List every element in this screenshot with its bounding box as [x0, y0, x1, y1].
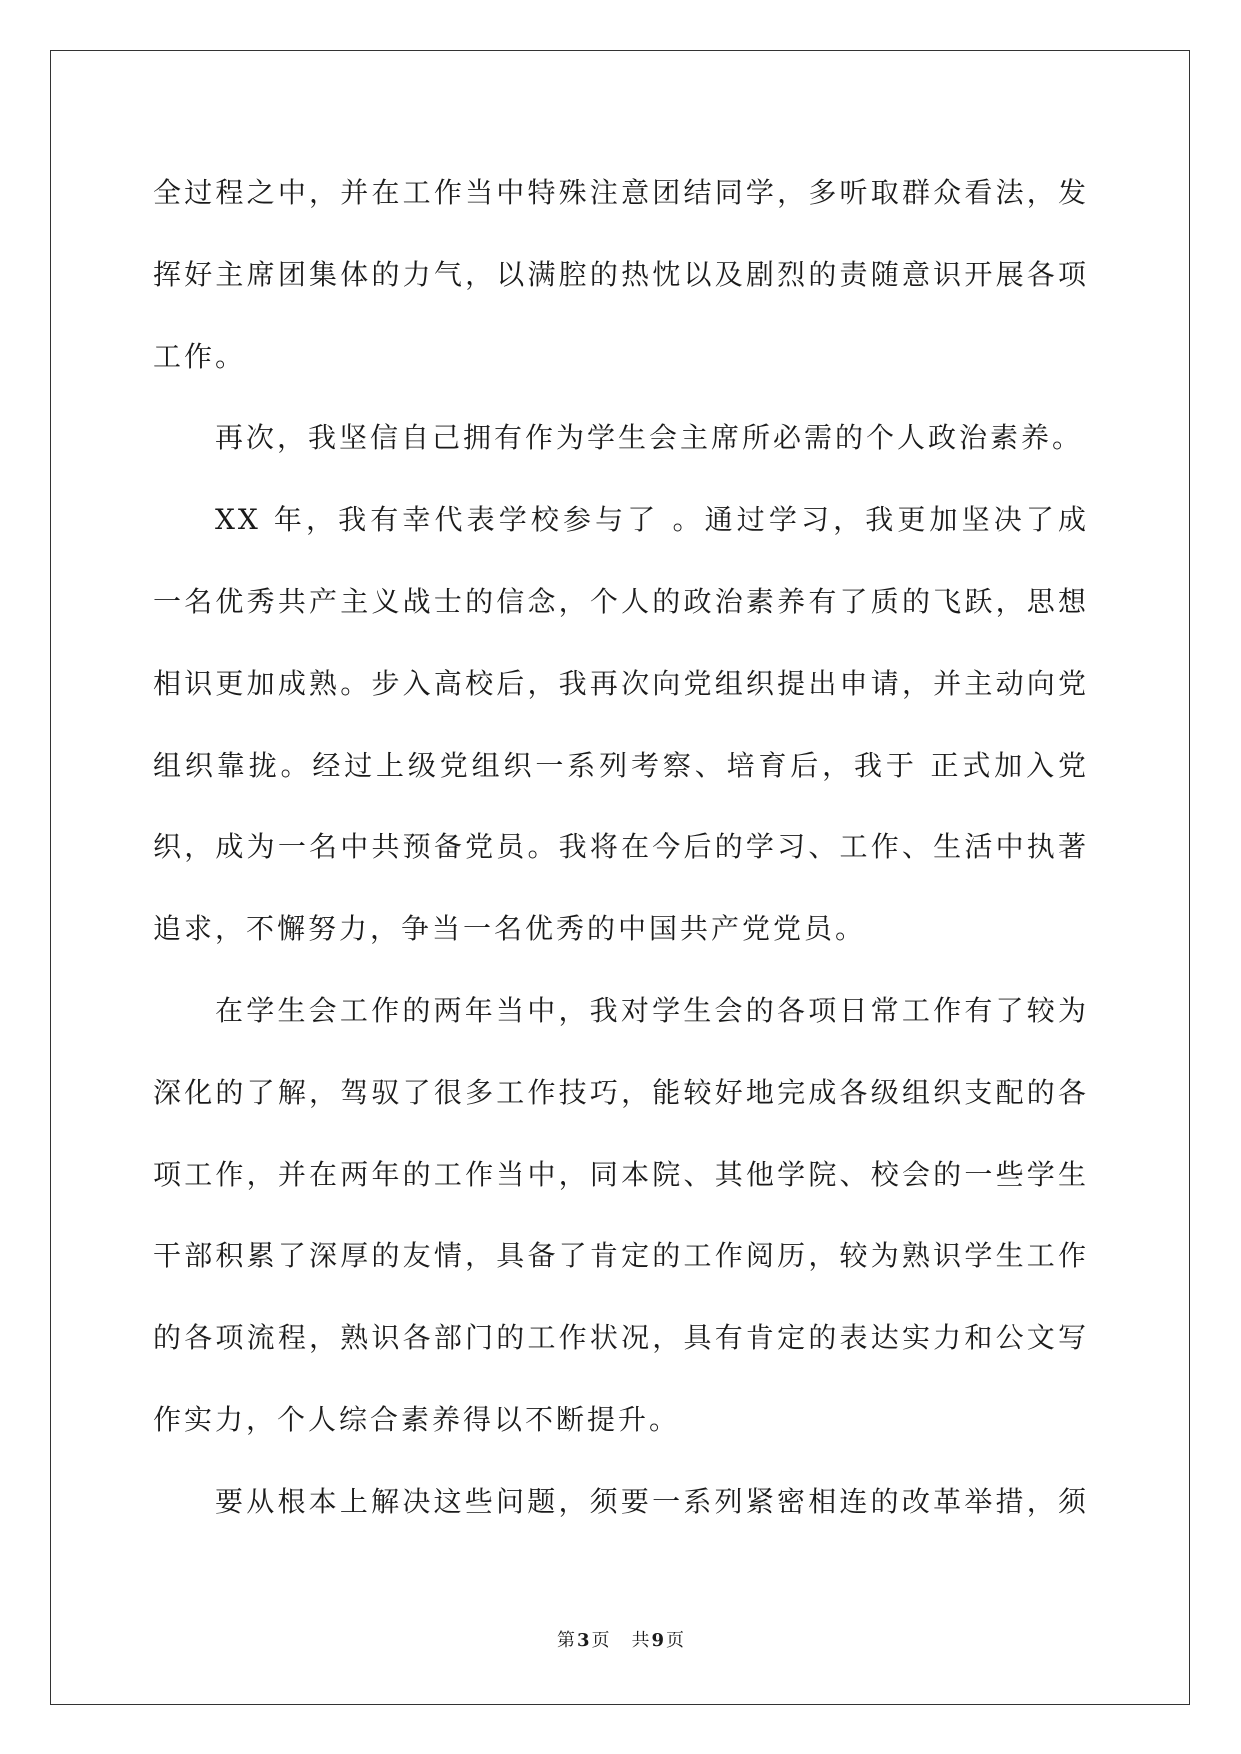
text-line: 项工作，并在两年的工作当中，同本院、其他学院、校会的一些学生: [153, 1157, 1089, 1191]
total-pages-suffix: 页: [666, 1630, 685, 1651]
paragraph: [153, 479, 1089, 970]
text-line: 追求，不懈努力，争当一名优秀的中国共产党党员。: [153, 912, 867, 946]
document-body: [153, 152, 1089, 1543]
text-line: 作实力，个人综合素养得以不断提升。: [153, 1402, 681, 1436]
text-line: 深化的了解，驾驭了很多工作技巧，能较好地完成各级组织支配的各: [153, 1075, 1089, 1109]
paragraph: [153, 152, 1089, 397]
paragraph: [153, 397, 1089, 479]
text-line: 干部积累了深厚的友情，具备了肯定的工作阅历，较为熟识学生工作: [153, 1239, 1089, 1273]
text-line: XX 年，我有幸代表学校参与了 。通过学习，我更加坚决了成: [215, 503, 1089, 537]
total-pages-number: 9: [651, 1630, 665, 1651]
text-line: 在学生会工作的两年当中，我对学生会的各项日常工作有了较为: [215, 993, 1089, 1027]
total-pages-label: [632, 1630, 685, 1651]
current-page-prefix: 第: [556, 1630, 575, 1651]
text-line: 全过程之中，并在工作当中特殊注意团结同学，多听取群众看法，发: [153, 176, 1089, 209]
paragraph: [153, 970, 1089, 1461]
text-line: 的各项流程，熟识各部门的工作状况，具有肯定的表达实力和公文写: [153, 1321, 1089, 1355]
text-line: 相识更加成熟。步入高校后，我再次向党组织提出申请，并主动向党: [153, 666, 1089, 700]
current-page-number: 3: [576, 1630, 590, 1651]
text-line: 组织靠拢。经过上级党组织一系列考察、培育后，我于 正式加入党: [153, 748, 1089, 782]
text-line: 织，成为一名中共预备党员。我将在今后的学习、工作、生活中执著: [153, 830, 1089, 864]
page-footer: [0, 1628, 1241, 1654]
text-line: 工作。: [153, 339, 247, 373]
current-page-label: [557, 1630, 610, 1651]
total-pages-prefix: 共: [631, 1630, 650, 1651]
paragraph: [153, 1461, 1089, 1543]
current-page-suffix: 页: [591, 1630, 610, 1651]
text-line: 再次，我坚信自己拥有作为学生会主席所必需的个人政治素养。: [215, 421, 1084, 455]
text-line: 挥好主席团集体的力气，以满腔的热忱以及剧烈的责随意识开展各项: [153, 257, 1089, 291]
text-line: 要从根本上解决这些问题，须要一系列紧密相连的改革举措，须: [215, 1484, 1089, 1518]
text-line: 一名优秀共产主义战士的信念，个人的政治素养有了质的飞跃，思想: [153, 584, 1089, 618]
